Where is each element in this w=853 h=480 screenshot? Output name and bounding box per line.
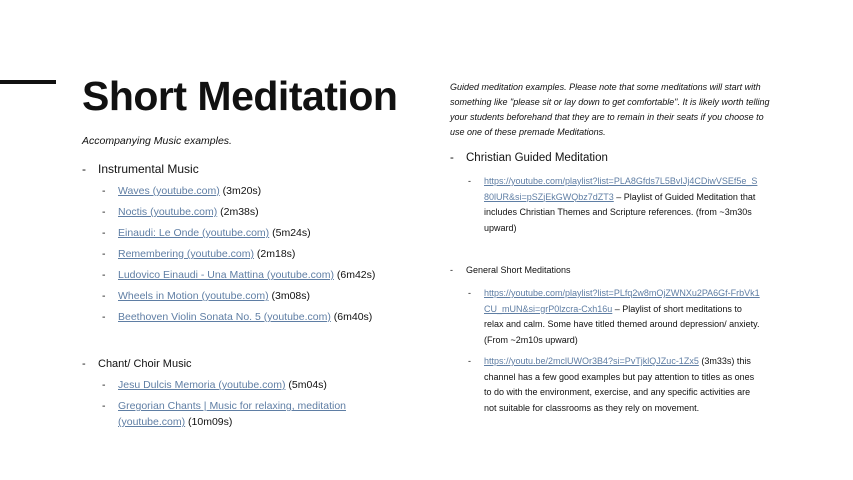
intro-text: Guided meditation examples. Please note that some meditations will start with something like "please sit or lay down to get comfortable". It is likely worth telling your students beforehand that they are to remain in their seats if you choose to use one of these premade Meditations.	[450, 82, 770, 137]
duration: (2m38s)	[220, 206, 259, 218]
list-item	[102, 225, 375, 241]
list-item	[102, 183, 375, 199]
duration: (3m20s)	[222, 185, 262, 197]
general-list	[468, 286, 760, 416]
music-link[interactable]: Einaudi: Le Onde (youtube.com)	[118, 227, 270, 239]
duration: (5m24s)	[272, 227, 311, 239]
accent-bar	[0, 80, 56, 84]
music-link[interactable]: Wheels in Motion (youtube.com)	[118, 290, 269, 302]
video-link[interactable]: https://youtu.be/2mclUWOr3B4?si=PvTjklQJZuc-1Zx5	[484, 356, 699, 366]
duration: (2m18s)	[256, 248, 296, 260]
chant-list	[102, 377, 368, 430]
page-title: Short Meditation	[82, 73, 398, 119]
duration: (6m40s)	[333, 311, 373, 323]
music-link[interactable]: Gregorian Chants | Music for relaxing, meditation (youtube.com)	[118, 400, 346, 428]
list-item	[102, 309, 375, 325]
list-item	[102, 288, 375, 304]
list-item	[102, 398, 368, 430]
playlist-link[interactable]: https://youtube.com/playlist?list=PLA8Gfds7L5BvIJj4CDiwVSEf5e_S80lUR&si=pSZjEkGWQbz7dZT3	[484, 176, 758, 202]
playlist-link[interactable]: https://youtube.com/playlist?list=PLfq2w8mOjZWNXu2PA6Gf-FrbVk1CU_mUN&si=grP0lzcra-Cxh16u	[484, 288, 760, 314]
list-item	[102, 377, 368, 393]
music-link[interactable]: Noctis (youtube.com)	[118, 206, 218, 218]
list-item	[102, 267, 375, 283]
duration: (10m09s)	[188, 416, 233, 428]
list-item	[468, 174, 760, 236]
general-section	[450, 263, 770, 422]
subtitle: Accompanying Music examples.	[82, 135, 232, 147]
chant-section	[82, 357, 368, 430]
christian-list	[468, 174, 760, 236]
instrumental-list	[102, 183, 375, 325]
list-item	[102, 204, 375, 220]
music-link[interactable]: Waves (youtube.com)	[118, 185, 220, 197]
list-item	[468, 286, 760, 348]
christian-heading: - Christian Guided Meditation	[450, 151, 770, 166]
instrumental-section	[82, 162, 375, 325]
list-item	[468, 354, 760, 416]
list-item	[102, 246, 375, 262]
link-description: – Playlist of short meditations to relax and calm. Some have titled themed around depression/ anxiety. (From ~2m10s upward)	[484, 303, 760, 345]
link-description: (3m33s) this channel has a few good examples but pay attention to titles as ones to do with the environment, exercise, and any specific activities are not suitable for classrooms as they rely on movement.	[484, 356, 755, 413]
duration: (3m08s)	[271, 290, 311, 302]
duration: (6m42s)	[336, 269, 376, 281]
music-link[interactable]: Remembering (youtube.com)	[118, 248, 254, 260]
chant-heading: - Chant/ Choir Music	[82, 357, 368, 372]
christian-section	[450, 151, 770, 242]
music-link[interactable]: Jesu Dulcis Memoria (youtube.com)	[118, 379, 286, 391]
link-description: – Playlist of Guided Meditation that includes Christian Themes and Scripture references. (from ~3m30s upward)	[484, 191, 756, 233]
duration: (5m04s)	[288, 379, 327, 391]
guided-intro	[450, 80, 770, 140]
general-heading: - General Short Meditations	[450, 263, 770, 278]
music-link[interactable]: Beethoven Violin Sonata No. 5 (youtube.com)	[118, 311, 331, 323]
music-link[interactable]: Ludovico Einaudi - Una Mattina (youtube.com)	[118, 269, 334, 281]
instrumental-heading: - Instrumental Music	[82, 162, 375, 177]
